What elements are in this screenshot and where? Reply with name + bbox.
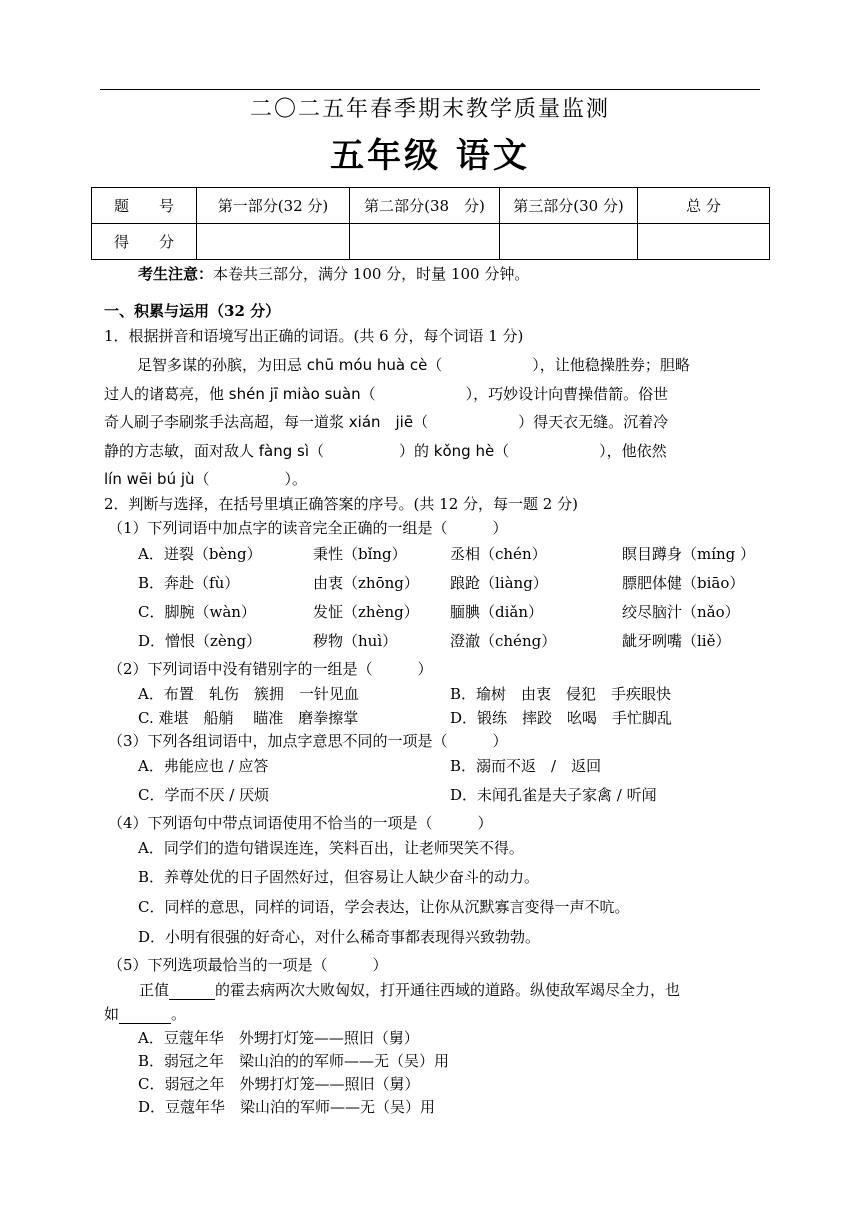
question-1-line: 足智多谋的孙膑，为田忌 chū móu huà cè（ ），让他稳操胜券；胆略: [137, 356, 690, 374]
score-input-cell[interactable]: [350, 224, 500, 260]
question-2-3-stem: （3）下列各组词语中，加点字意思不同的一项是（ ）: [108, 732, 508, 750]
option-item: 秉性（bǐng）: [313, 545, 407, 563]
question-1-stem: 1．根据拼音和语境写出正确的词语。(共 6 分，每个词语 1 分): [104, 327, 524, 345]
option-item: 秽物（huì）: [313, 632, 398, 650]
question-2-2-stem: （2）下列词语中没有错别字的一组是（ ）: [108, 660, 433, 678]
option-item: A．豆蔻年华 外甥打灯笼——照旧（舅）: [138, 1029, 419, 1047]
section-heading: 一、积累与运用（32 分）: [104, 302, 281, 320]
option-item: 发怔（zhèng）: [313, 603, 419, 621]
score-cell: 第一部分(32 分): [197, 188, 350, 224]
option-item: B．奔赴（fù）: [138, 574, 240, 592]
option-item: 绞尽脑汁（nǎo）: [622, 603, 740, 621]
question-1-line: lín wēi bú jù（ ）。: [104, 470, 308, 488]
exam-title: 五年级 语文: [330, 136, 530, 176]
score-input-cell[interactable]: [197, 224, 350, 260]
option-item: 龇牙咧嘴（liě）: [622, 632, 731, 650]
option-item: B．弱冠之年 梁山泊的的军师——无（吴）用: [138, 1052, 450, 1070]
score-cell: 题 号: [92, 188, 197, 224]
score-input-cell[interactable]: [638, 224, 770, 260]
option-item: 由衷（zhōng）: [313, 574, 419, 592]
question-2-stem: 2．判断与选择，在括号里填正确答案的序号。(共 12 分，每一题 2 分): [104, 495, 578, 513]
option-item: D．锻练 摔跤 吆喝 手忙脚乱: [450, 709, 673, 727]
option-item: C．弱冠之年 外甥打灯笼——照旧（舅）: [138, 1075, 420, 1093]
question-1-line: 过人的诸葛亮，他 shén jī miào suàn（ ），巧妙设计向曹操借箭。俗世: [104, 385, 669, 403]
question-1-line: 奇人刷子李刷浆手法高超，每一道浆 xián jiē（ ）得天衣无缝。沉着冷: [104, 413, 669, 431]
top-rule: [100, 89, 760, 90]
option-item: A．弗能应也 / 应答: [138, 757, 269, 775]
exam-notice: 考生注意：本卷共三部分，满分 100 分，时量 100 分钟。: [138, 265, 530, 283]
option-item: A．布置 轧伤 簇拥 一针见血: [138, 685, 359, 703]
option-item: 踉跄（liàng）: [450, 574, 548, 592]
question-2-5-stem: （5）下列选项最恰当的一项是（ ）: [108, 956, 388, 974]
option-item: C. 难堪 船艄 瞄准 磨拳擦掌: [138, 709, 359, 727]
option-item: D．未闻孔雀是夫子家禽 / 听闻: [450, 786, 657, 804]
fill-blank[interactable]: [169, 981, 215, 1000]
option-item: B．溺而不返 / 返回: [450, 757, 602, 775]
option-item: B．养尊处优的日子固然好过，但容易让人缺少奋斗的动力。: [138, 868, 540, 886]
option-item: C．脚腕（wàn）: [138, 603, 256, 621]
option-item: D．小明有很强的好奇心，对什么稀奇事都表现得兴致勃勃。: [138, 928, 541, 946]
option-item: 瞑目蹲身（míng ）: [622, 545, 756, 563]
score-cell: 总 分: [638, 188, 770, 224]
option-item: 腼腆（diǎn）: [450, 603, 544, 621]
option-item: C．学而不厌 / 厌烦: [138, 786, 270, 804]
option-item: D．憎恨（zèng）: [138, 632, 262, 650]
option-item: 膘肥体健（biāo）: [622, 574, 745, 592]
score-table-header-row: [92, 188, 770, 224]
score-cell: 第二部分(38 分): [350, 188, 500, 224]
question-2-4-stem: （4）下列语句中带点词语使用不恰当的一项是（ ）: [108, 814, 493, 832]
score-table: [91, 187, 770, 260]
score-cell: 得 分: [92, 224, 197, 260]
question-1-line: 静的方志敏，面对敌人 fàng sì（ ）的 kǒng hè（ ），他依然: [104, 442, 667, 460]
fill-blank[interactable]: [119, 1005, 171, 1024]
option-item: 澄澈（chéng）: [450, 632, 557, 650]
option-item: A．迸裂（bèng）: [138, 545, 262, 563]
option-item: A．同学们的造句错误连连，笑料百出，让老师哭笑不得。: [138, 839, 524, 857]
option-item: 丞相（chén）: [450, 545, 547, 563]
score-table-score-row: [92, 224, 770, 260]
question-2-5-passage: 如 。: [104, 1005, 187, 1023]
option-item: C．同样的意思，同样的词语，学会表达，让你从沉默寡言变得一声不吭。: [138, 898, 630, 916]
score-cell: 第三部分(30 分): [500, 188, 638, 224]
question-2-5-passage: 正值 的霍去病两次大败匈奴，打开通往西域的道路。纵使敌军竭尽全力，也: [139, 981, 681, 999]
question-2-1-stem: （1）下列词语中加点字的读音完全正确的一组是（ ）: [108, 519, 508, 537]
exam-subtitle: 二〇二五年春季期末教学质量监测: [249, 97, 610, 122]
option-item: D．豆蔻年华 梁山泊的军师——无（吴）用: [138, 1098, 436, 1116]
option-item: B．瑜树 由衷 侵犯 手疾眼快: [450, 685, 672, 703]
score-input-cell[interactable]: [500, 224, 638, 260]
